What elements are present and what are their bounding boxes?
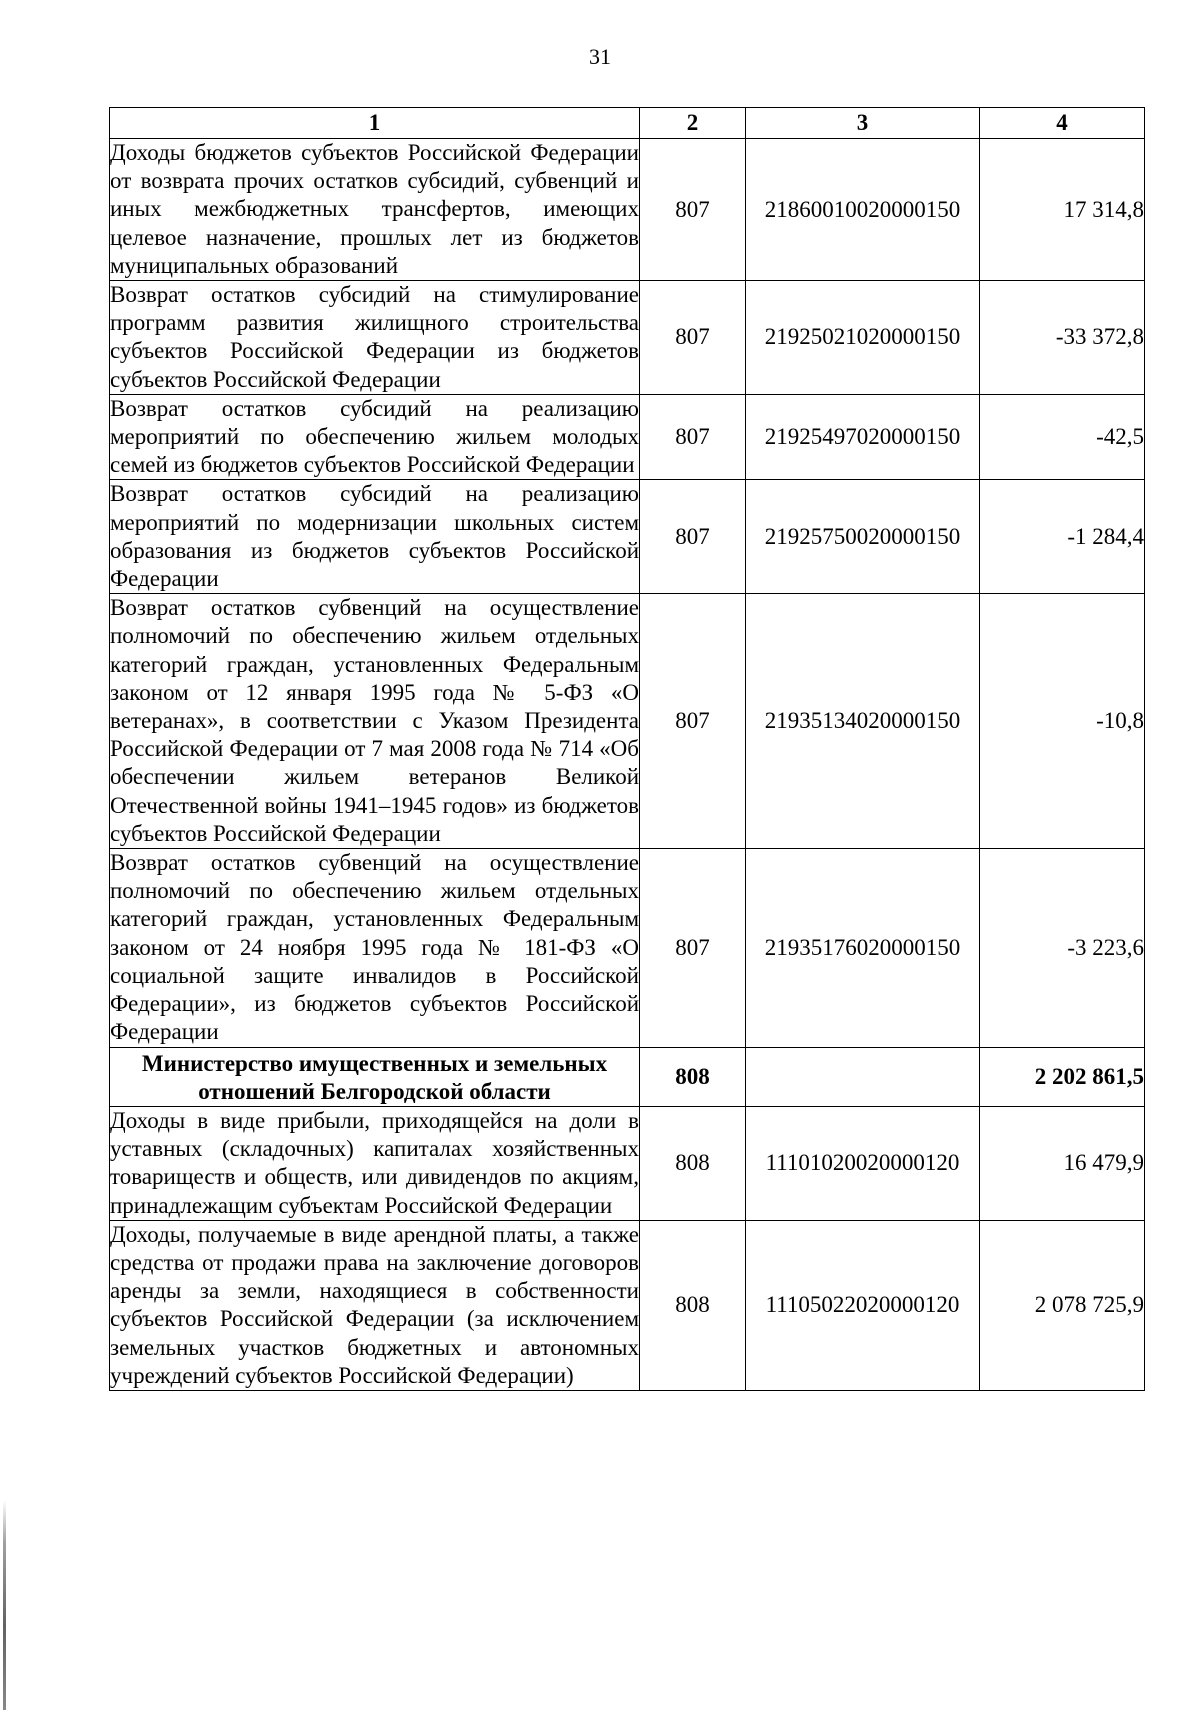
row-amount: 2 078 725,9 [980, 1220, 1145, 1390]
ministry-admin-code: 808 [640, 1047, 746, 1106]
table-row [110, 1220, 1145, 1390]
row-admin-code: 807 [640, 594, 746, 849]
column-header-amount: 4 [980, 108, 1145, 139]
row-amount: -10,8 [980, 594, 1145, 849]
row-budget-code: 11101020020000120 [746, 1106, 980, 1220]
row-description: Возврат остатков субсидий на стимулирование программ развития жилищного строительства субъектов Российской Федерации из бюджетов субъектов Российской Федерации [110, 281, 640, 395]
row-amount: 16 479,9 [980, 1106, 1145, 1220]
row-budget-code: 21925021020000150 [746, 281, 980, 395]
row-description: Возврат остатков субсидий на реализацию мероприятий по модернизации школьных систем образования из бюджетов субъектов Российской Федерации [110, 480, 640, 594]
page-number: 31 [589, 44, 611, 69]
column-header-budget-code: 3 [746, 108, 980, 139]
scan-edge-mark [3, 1500, 6, 1710]
row-budget-code: 21925750020000150 [746, 480, 980, 594]
row-budget-code: 21860010020000150 [746, 139, 980, 281]
row-amount: -1 284,4 [980, 480, 1145, 594]
row-admin-code: 807 [640, 394, 746, 480]
row-amount: -42,5 [980, 394, 1145, 480]
row-description: Доходы бюджетов субъектов Российской Федерации от возврата прочих остатков субсидий, субвенций и иных межбюджетных трансфертов, имеющих целевое назначение, прошлых лет из бюджетов муниципальных образований [110, 139, 640, 281]
row-admin-code: 807 [640, 281, 746, 395]
row-description: Доходы, получаемые в виде арендной платы, а также средства от продажи права на заключение договоров аренды за земли, находящиеся в собственности субъектов Российской Федерации (за исключением земельных участков бюджетных и автономных учреждений субъектов Российской Федерации) [110, 1220, 640, 1390]
table-row [110, 849, 1145, 1047]
table-row [110, 394, 1145, 480]
row-description: Возврат остатков субвенций на осуществление полномочий по обеспечению жильем отдельных категорий граждан, установленных Федеральным законом от 24 ноября 1995 года № 181-ФЗ «О социальной защите инвалидов в Российской Федерации», из бюджетов субъектов Российской Федерации [110, 849, 640, 1047]
row-admin-code: 808 [640, 1220, 746, 1390]
row-description: Возврат остатков субсидий на реализацию мероприятий по обеспечению жильем молодых семей из бюджетов субъектов Российской Федерации [110, 394, 640, 480]
row-admin-code: 807 [640, 480, 746, 594]
row-description: Возврат остатков субвенций на осуществление полномочий по обеспечению жильем отдельных категорий граждан, установленных Федеральным законом от 12 января 1995 года № 5-ФЗ «О ветеранах», в соответствии с Указом Президента Российской Федерации от 7 мая 2008 года № 714 «Об обеспечении жильем ветеранов Великой Отечественной войны 1941–1945 годов» из бюджетов субъектов Российской Федерации [110, 594, 640, 849]
row-admin-code: 807 [640, 139, 746, 281]
row-budget-code: 21935176020000150 [746, 849, 980, 1047]
column-header-description: 1 [110, 108, 640, 139]
row-amount: 17 314,8 [980, 139, 1145, 281]
row-admin-code: 808 [640, 1106, 746, 1220]
ministry-total-amount: 2 202 861,5 [980, 1047, 1145, 1106]
row-description: Доходы в виде прибыли, приходящейся на доли в уставных (складочных) капиталах хозяйственных товариществ и обществ, или дивидендов по акциям, принадлежащим субъектам Российской Федерации [110, 1106, 640, 1220]
table-row [110, 1106, 1145, 1220]
row-budget-code: 21925497020000150 [746, 394, 980, 480]
table-header-row [110, 108, 1145, 139]
table-row [110, 139, 1145, 281]
table-row [110, 281, 1145, 395]
row-admin-code: 807 [640, 849, 746, 1047]
ministry-budget-code [746, 1047, 980, 1106]
column-header-admin-code: 2 [640, 108, 746, 139]
row-amount: -3 223,6 [980, 849, 1145, 1047]
row-budget-code: 11105022020000120 [746, 1220, 980, 1390]
row-amount: -33 372,8 [980, 281, 1145, 395]
row-budget-code: 21935134020000150 [746, 594, 980, 849]
ministry-heading-row [110, 1047, 1145, 1106]
ministry-name: Министерство имущественных и земельных отношений Белгородской области [110, 1047, 640, 1106]
budget-revenue-table [109, 107, 1145, 1391]
table-row [110, 480, 1145, 594]
table-row [110, 594, 1145, 849]
